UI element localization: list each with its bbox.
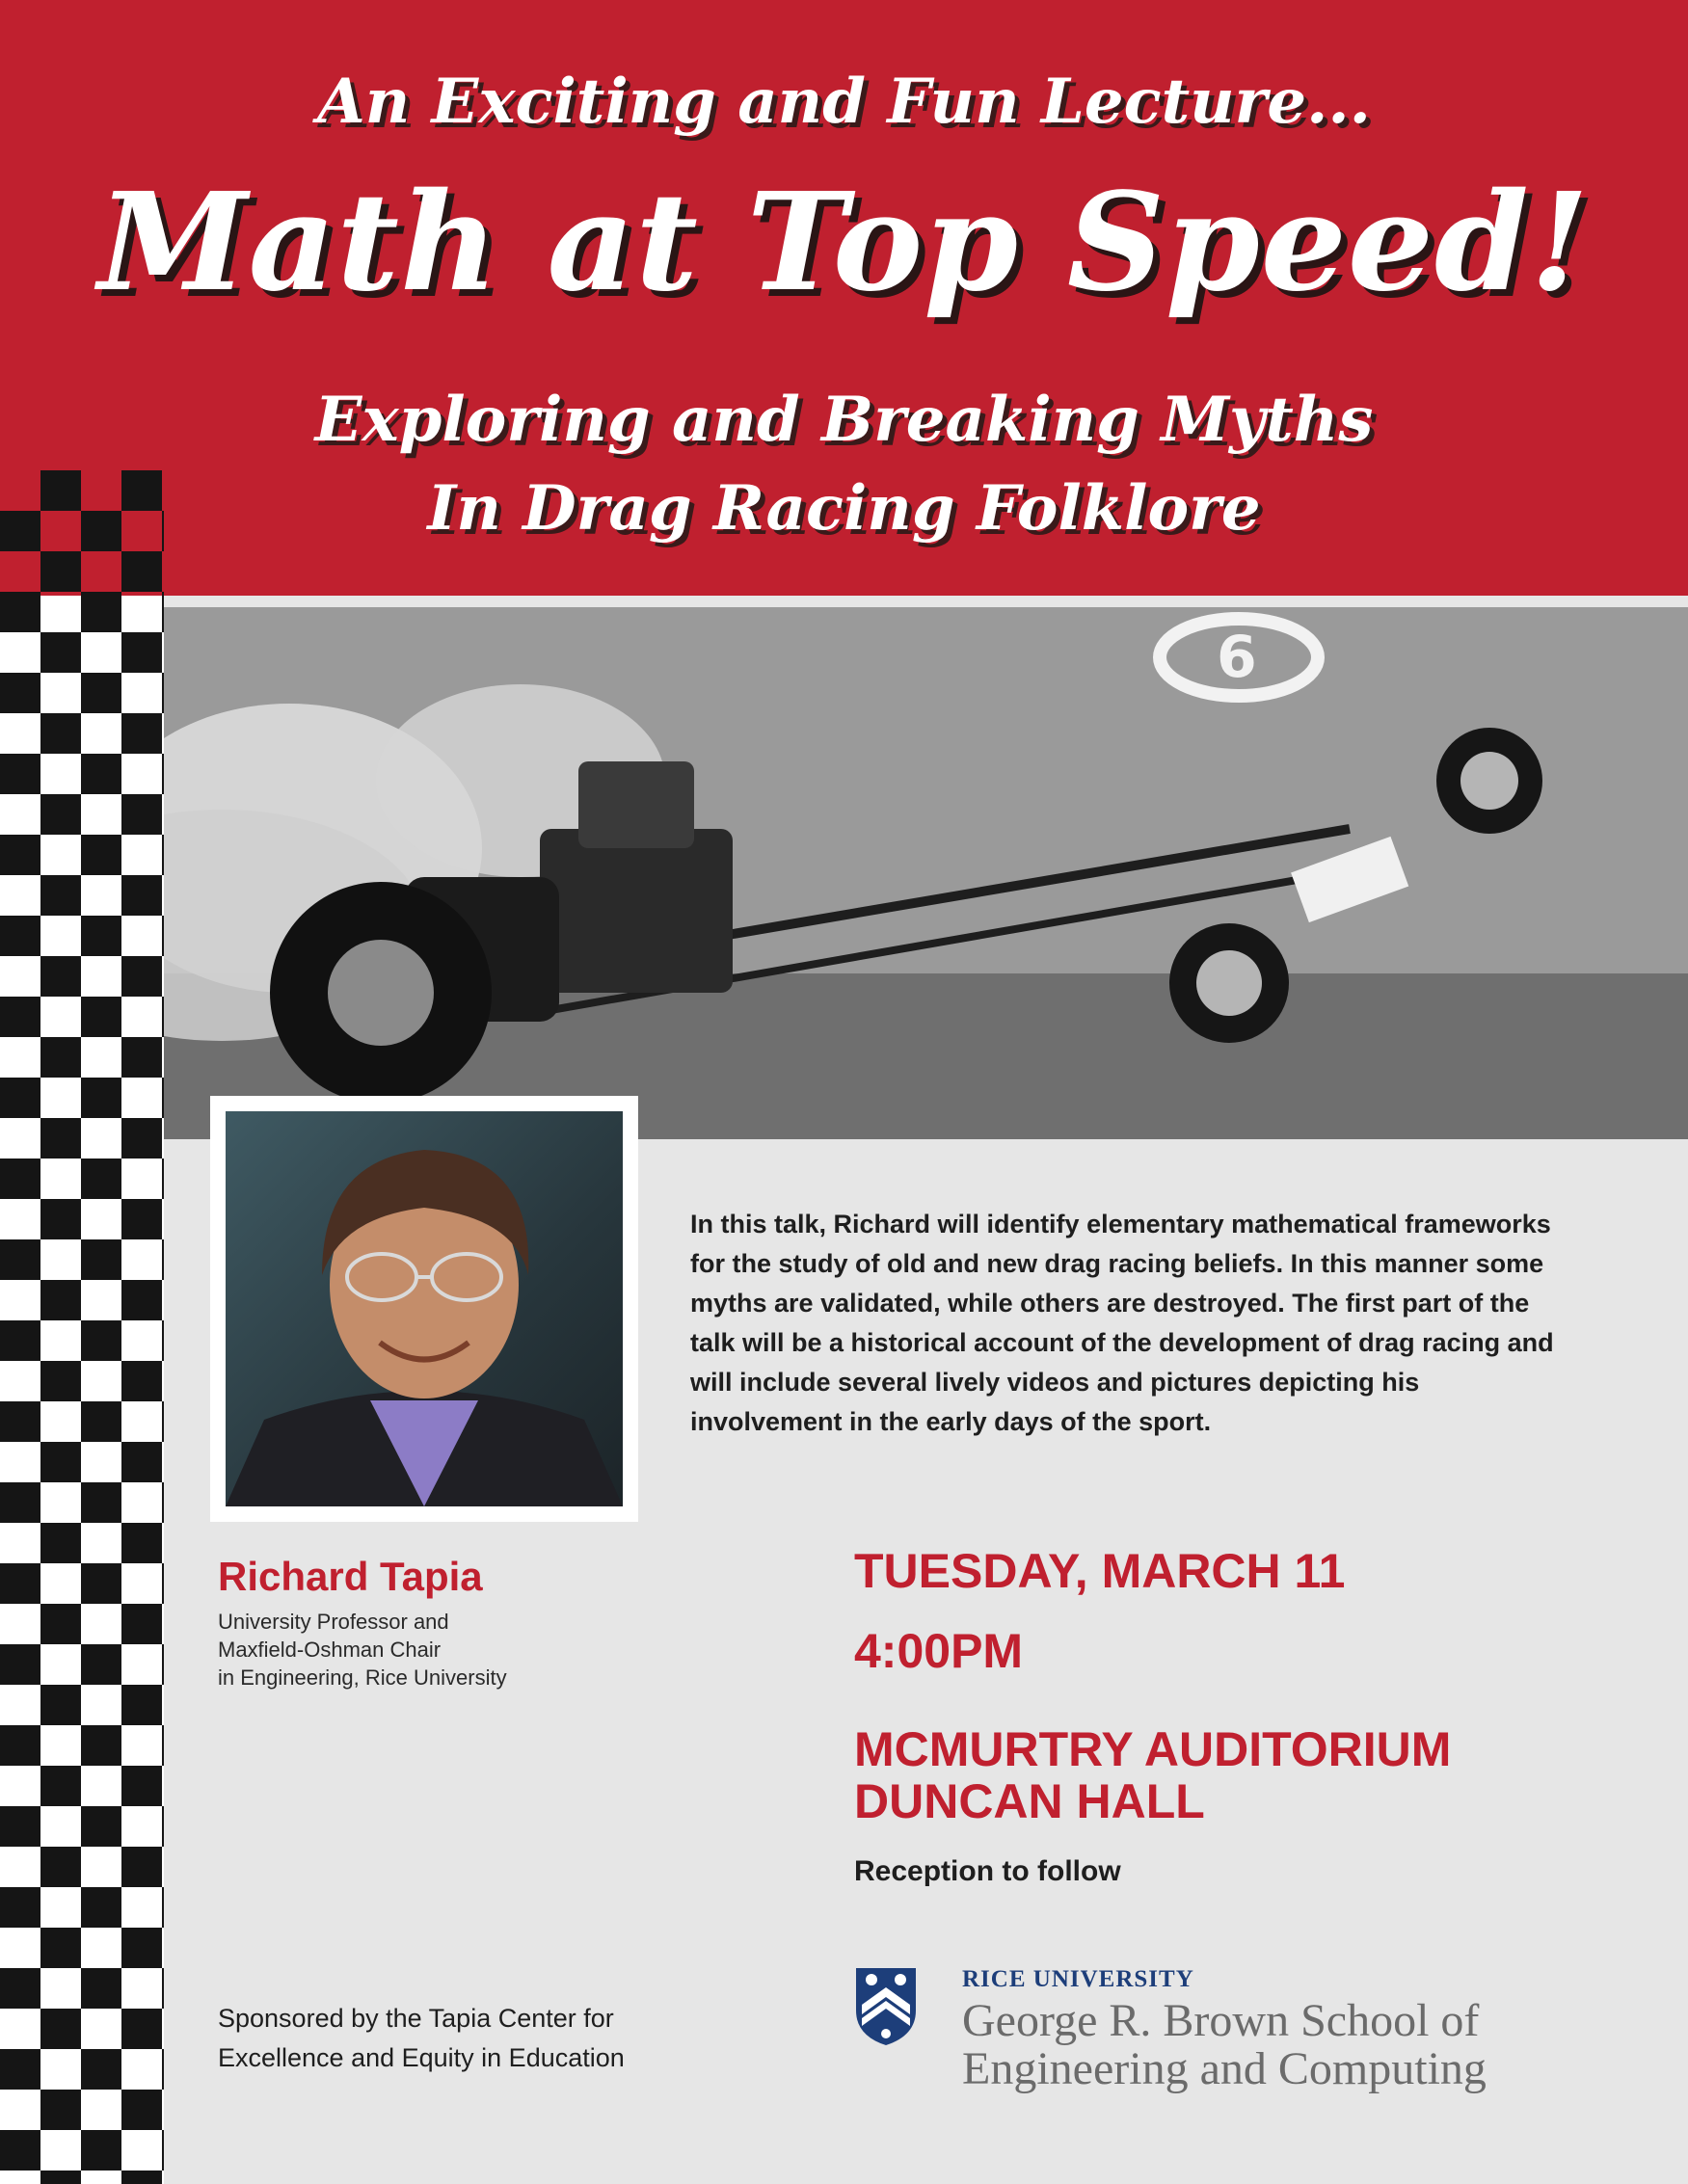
event-location-line-1: MCMURTRY AUDITORIUM [854,1722,1452,1776]
subtitle-line-1: Exploring and Breaking Myths [314,384,1374,456]
sponsor-text: Sponsored by the Tapia Center for Excellence and Equity in Education [218,2004,625,2072]
talk-abstract: In this talk, Richard will identify elementary mathematical frameworks for the study of old and new drag racing beliefs. In this manner some myths are validated, while others are destroyed. The first part of the talk will be a historical account of the development of drag racing and will include several lively videos and pictures depicting his involvement in the early days of the sport. [690,1210,1554,1436]
speaker-title-line-3: in Engineering, Rice University [218,1665,507,1690]
speaker-name: Richard Tapia [218,1554,483,1599]
event-location [854,1723,1451,1827]
reception-note: Reception to follow [854,1855,1121,1887]
kicker-text: An Exciting and Fun Lecture... [317,66,1371,138]
speaker-portrait [210,1096,638,1522]
school-name-line-1: George R. Brown School of [962,1995,1480,2046]
event-time: 4:00PM [854,1624,1024,1678]
subtitle-line-2: In Drag Racing Folklore [427,472,1261,545]
subtitle [0,376,1688,553]
checkered-flag-strip [0,470,164,2184]
header-band [0,0,1688,596]
drag-racer-photo [0,607,1688,1139]
event-location-line-2: DUNCAN HALL [854,1774,1205,1828]
event-date: TUESDAY, MARCH 11 [854,1544,1346,1598]
speaker-title [218,1608,603,1691]
school-name-line-2: Engineering and Computing [962,2043,1487,2094]
rice-shield-icon [854,1966,918,2047]
speaker-title-line-1: University Professor and [218,1610,449,1634]
svg-text:6: 6 [1217,624,1257,691]
speaker-photo [226,1111,623,1506]
checkered-flag-strip-top [0,470,164,596]
page-title: Math at Top Speed! [97,164,1591,322]
rice-university-wordmark: RICE UNIVERSITY [962,1966,1194,1992]
speaker-title-line-2: Maxfield-Oshman Chair [218,1638,442,1662]
school-name [962,1997,1637,2093]
